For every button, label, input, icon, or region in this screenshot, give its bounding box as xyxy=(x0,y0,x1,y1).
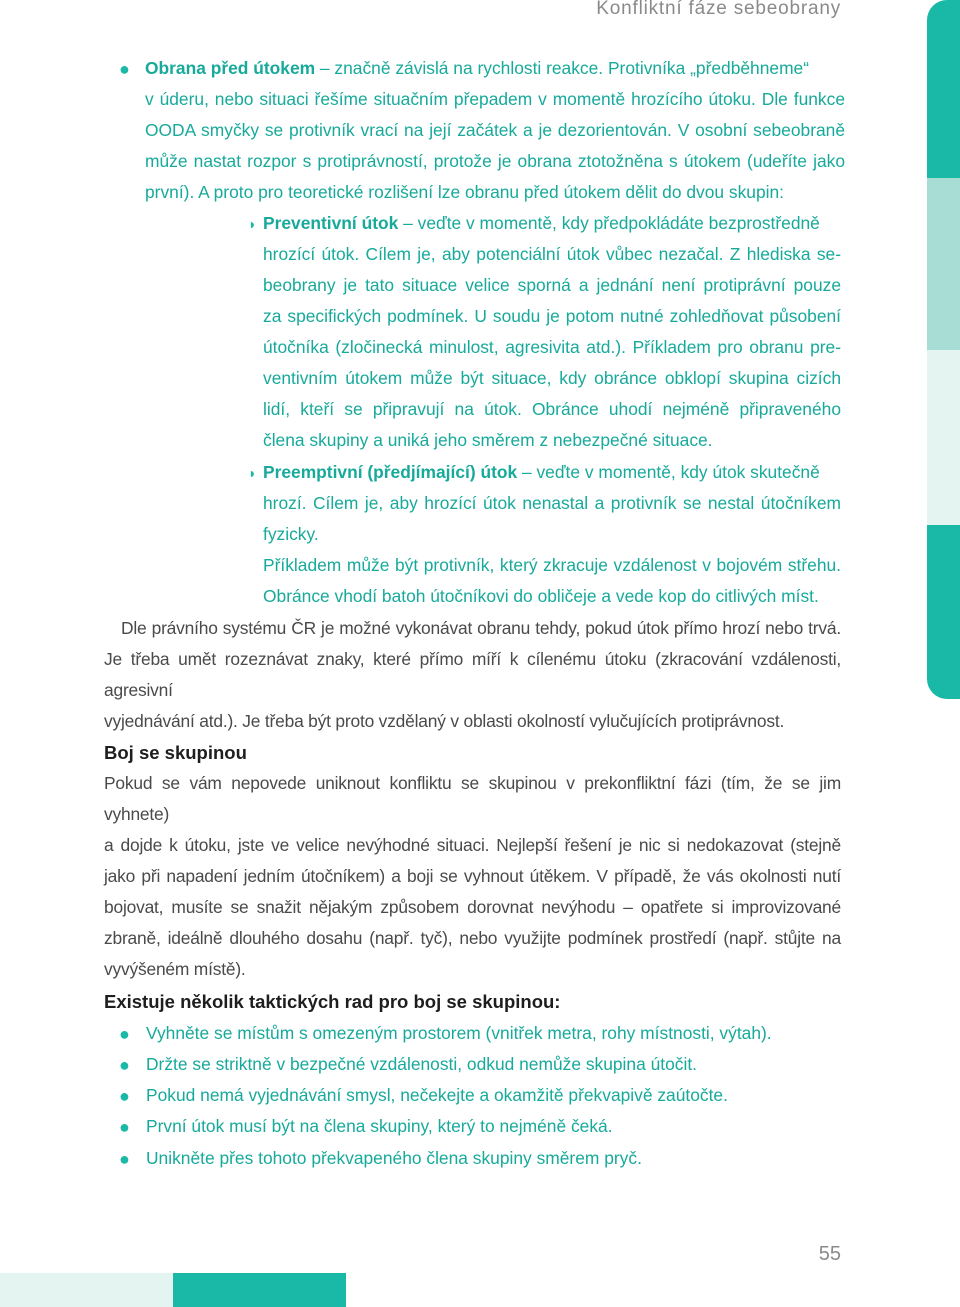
term-bold: Preventivní útok xyxy=(263,213,399,233)
page-number: 55 xyxy=(818,1243,841,1265)
text-span: – značně závislá na rychlosti reakce. Protivníka „předběhneme“ xyxy=(315,58,810,78)
bullet-dot-icon: ● xyxy=(119,1086,130,1106)
text-line: může nastat rozpor s protiprávností, protože je obrana ztotožněna s útokem (udeříte jako xyxy=(145,151,845,171)
side-tab-segment xyxy=(927,178,960,350)
preventive-attack-paragraph xyxy=(263,208,841,456)
running-header: Konfliktní fáze sebeobrany xyxy=(596,0,841,19)
text-line: vyjednávání atd.). Je třeba být proto vzdělaný v oblasti okolností vylučujících protiprávnost. xyxy=(104,711,785,731)
group-fight-heading: Boj se skupinou xyxy=(104,742,247,763)
text-line: Pokud se vám nepovede uniknout konfliktu se skupinou v prekonfliktní fázi (tím, že se jim vyhnete) xyxy=(104,773,841,824)
term-bold: Preemptivní (předjímající) útok xyxy=(263,462,518,482)
side-tab-segment xyxy=(927,0,960,178)
text-span: – veďte v momentě, kdy útok skutečně xyxy=(517,462,820,482)
bullet-dot-icon: ● xyxy=(119,59,130,79)
text-span: – veďte v momentě, kdy předpokládáte bezprostředně xyxy=(398,213,820,233)
text-line: bojovat, musíte se snažit nějakým způsobem dorovnat nevýhodu – opatřete si improvizované xyxy=(104,897,841,917)
text-line: Příkladem může být protivník, který zkracuje vzdálenost v bojovém střehu. xyxy=(263,555,841,575)
list-item: Vyhněte se místům s omezeným prostorem (vnitřek metra, rohy místnosti, výtah). xyxy=(146,1023,772,1043)
defense-before-attack-paragraph xyxy=(145,53,845,208)
side-tab-segment xyxy=(927,350,960,525)
tactics-heading: Existuje několik taktických rad pro boj se skupinou: xyxy=(104,991,561,1012)
text-line xyxy=(263,208,841,239)
footer-bar-light xyxy=(0,1273,173,1307)
text-line xyxy=(263,457,841,488)
text-line: Obránce vhodí batoh útočníkovi do obličeje a vede kop do citlivých míst. xyxy=(263,586,819,606)
text-line xyxy=(145,53,845,84)
text-line: a dojde k útoku, jste ve velice nevýhodné situaci. Nejlepší řešení je nic si nedokazovat (stejně xyxy=(104,835,841,855)
list-item: Držte se striktně v bezpečné vzdálenosti, odkud nemůže skupina útočit. xyxy=(146,1054,697,1074)
text-line: ventivním útokem může být situace, kdy obránce obklopí skupina cizích xyxy=(263,368,841,388)
footer-bar-accent xyxy=(173,1273,346,1307)
bullet-dot-icon: ● xyxy=(119,1117,130,1137)
text-line: za specifických podmínek. U soudu je potom nutné zohledňovat působení xyxy=(263,306,841,326)
legal-system-paragraph xyxy=(104,613,841,737)
text-line: jako při napadení jedním útočníkem) a boji se vyhnout útěkem. V případě, že vás okolnosti nutí xyxy=(104,866,841,886)
half-circle-bullet-icon: ◗ xyxy=(248,465,257,481)
side-tab-segment xyxy=(927,525,960,699)
group-fight-paragraph xyxy=(104,768,841,985)
text-line: lidí, kteří se připravují na útok. Obránce uhodí nejméně připraveného xyxy=(263,399,841,419)
preemptive-attack-paragraph xyxy=(263,457,841,612)
bullet-dot-icon: ● xyxy=(119,1055,130,1075)
list-item: Pokud nemá vyjednávání smysl, nečekejte a okamžitě překvapivě zaútočte. xyxy=(146,1085,728,1105)
list-item: První útok musí být na člena skupiny, který to nejméně čeká. xyxy=(146,1116,613,1136)
text-line: hrozící útok. Cílem je, aby potenciální útok vůbec nezačal. Z hlediska se- xyxy=(263,244,841,264)
bullet-dot-icon: ● xyxy=(119,1024,130,1044)
text-line: hrozí. Cílem je, aby hrozící útok nenastal a protivník se nestal útočníkem fyzicky. xyxy=(263,493,841,544)
text-line: první). A proto pro teoretické rozlišení lze obranu před útokem dělit do dvou skupin: xyxy=(145,182,784,202)
text-line: člena skupiny a uniká jeho směrem z nebezpečné situace. xyxy=(263,430,713,450)
text-line: zbraně, ideálně dlouhého dosahu (např. tyč), nebo využijte podmínek prostředí (např. stůjte na xyxy=(104,928,841,948)
bullet-dot-icon: ● xyxy=(119,1149,130,1169)
half-circle-bullet-icon: ◗ xyxy=(248,216,257,232)
term-bold: Obrana před útokem xyxy=(145,58,316,78)
list-item: Unikněte přes tohoto překvapeného člena skupiny směrem pryč. xyxy=(146,1148,642,1168)
text-line: Dle právního systému ČR je možné vykonávat obranu tehdy, pokud útok přímo hrozí nebo trvá. xyxy=(121,618,841,638)
text-line: útočníka (zločinecká minulost, agresivita atd.). Příkladem pro obranu pre- xyxy=(263,337,841,357)
text-line: vyvýšeném místě). xyxy=(104,959,246,979)
text-line: Je třeba umět rozeznávat znaky, které přímo míří k cílenému útoku (zkracování vzdálenosti, agresivní xyxy=(104,649,841,700)
text-line: beobrany je tato situace velice sporná a jednání není protiprávní pouze xyxy=(263,275,841,295)
text-line: v úderu, nebo situaci řešíme situačním přepadem v momentě hrozícího útoku. Dle funkce xyxy=(145,89,845,109)
text-line: OODA smyčky se protivník vrací na její začátek a je dezorientován. V osobní sebeobraně xyxy=(145,120,845,140)
